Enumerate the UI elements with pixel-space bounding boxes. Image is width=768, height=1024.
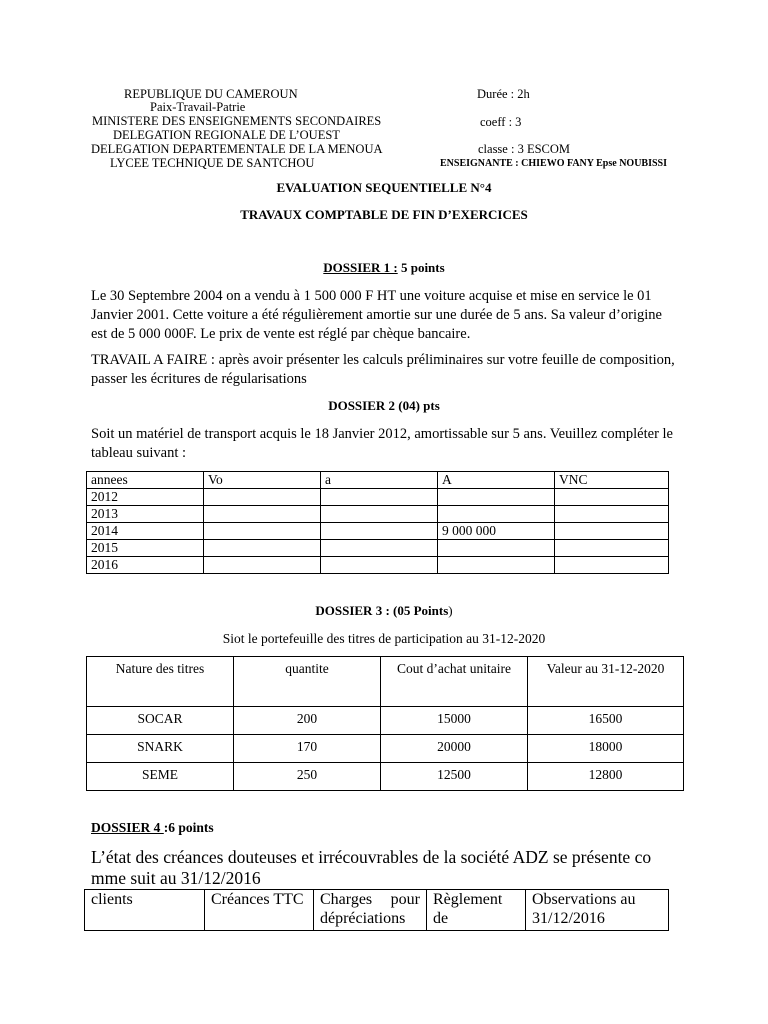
table-cell [204, 506, 321, 523]
table-cell: 250 [234, 763, 381, 791]
portfolio-table [86, 656, 684, 791]
table-header-cell: Valeur au 31-12-2020 [528, 657, 684, 707]
table-cell [438, 557, 555, 574]
table-cell [438, 506, 555, 523]
dossier2-text: Soit un matériel de transport acquis le 18 Janvier 2012, amortissable sur 5 ans. Veuillez compléter le tableau suivant : [91, 426, 673, 461]
table-cell [204, 557, 321, 574]
amortization-table [86, 471, 669, 574]
table-cell [555, 540, 669, 557]
table-header-row [87, 472, 669, 489]
header-country: REPUBLIQUE DU CAMEROUN [124, 87, 298, 101]
table-header-cell: quantite [234, 657, 381, 707]
header-motto: Paix-Travail-Patrie [150, 100, 246, 114]
table-row [87, 523, 669, 540]
table-cell: 2012 [87, 489, 204, 506]
table-cell [555, 523, 669, 540]
table-header-cell: Cout d’achat unitaire [381, 657, 528, 707]
dossier1-points: 5 points [397, 260, 445, 275]
table-header-row [87, 657, 684, 707]
table-header-cell: A [438, 472, 555, 489]
table-header-cell: annees [87, 472, 204, 489]
table-cell: 20000 [381, 735, 528, 763]
header-regional-delegation: DELEGATION REGIONALE DE L’OUEST [113, 128, 340, 142]
dossier3-title-close: ) [448, 603, 453, 618]
dossier4-text: L’état des créances douteuses et irrécouvrables de la société ADZ se présente co mme suit au 31/12/2016 [91, 847, 652, 888]
table-row [87, 506, 669, 523]
dossier1-label: DOSSIER 1 : [323, 260, 398, 275]
header-school: LYCEE TECHNIQUE DE SANTCHOU [110, 156, 315, 170]
dossier1-task: TRAVAIL A FAIRE : après avoir présenter les calculs préliminaires sur votre feuille de composition, passer les écritures de régularisations [91, 352, 675, 387]
evaluation-title: EVALUATION SEQUENTIELLE N°4 [276, 180, 492, 195]
table-header-cell: Observations au 31/12/2016 [526, 890, 669, 931]
table-cell: 2013 [87, 506, 204, 523]
table-cell: 15000 [381, 707, 528, 735]
table-cell: 2014 [87, 523, 204, 540]
header-departmental-delegation: DELEGATION DEPARTEMENTALE DE LA MENOUA [91, 142, 383, 156]
dossier1-text: Le 30 Septembre 2004 on a vendu à 1 500 000 F HT une voiture acquise et mise en service le 01 Janvier 2001. Cette voiture a été régulièrement amortie sur une durée de 5 ans. Sa valeur d’origine est de 5 000 000F. Le prix de vente est réglé par chèque bancaire. [91, 288, 662, 342]
table-row [87, 489, 669, 506]
table-cell [321, 506, 438, 523]
dossier4-points: :6 points [163, 820, 214, 835]
table-cell: 170 [234, 735, 381, 763]
table-row [87, 540, 669, 557]
table-cell: 2015 [87, 540, 204, 557]
header-ministry: MINISTERE DES ENSEIGNEMENTS SECONDAIRES [92, 114, 382, 128]
table-cell [321, 557, 438, 574]
table-cell: 12500 [381, 763, 528, 791]
table-cell [204, 489, 321, 506]
table-cell [321, 540, 438, 557]
table-cell [438, 489, 555, 506]
table-header-cell: clients [85, 890, 205, 931]
table-header-cell: VNC [555, 472, 669, 489]
table-cell [204, 540, 321, 557]
receivables-table [84, 889, 669, 931]
table-header-row [85, 890, 669, 931]
table-cell: 9 000 000 [438, 523, 555, 540]
header-teacher: ENSEIGNANTE : CHIEWO FANY Epse NOUBISSI [440, 158, 667, 169]
table-cell: 200 [234, 707, 381, 735]
dossier4-label: DOSSIER 4 [91, 820, 164, 835]
table-row [87, 763, 684, 791]
table-row [87, 557, 669, 574]
table-cell [321, 523, 438, 540]
subject-title: TRAVAUX COMPTABLE DE FIN D’EXERCICES [240, 207, 528, 222]
header-coefficient: coeff : 3 [480, 115, 522, 129]
table-header-cell: Règlement de [427, 890, 526, 931]
dossier3-title [0, 603, 768, 619]
table-cell: 2016 [87, 557, 204, 574]
table-header-cell: Créances TTC [205, 890, 314, 931]
dossier4-title [91, 820, 214, 836]
table-cell [321, 489, 438, 506]
table-cell [555, 557, 669, 574]
table-header-cell: Nature des titres [87, 657, 234, 707]
table-cell: SNARK [87, 735, 234, 763]
table-header-cell: Charges pour dépréciations [314, 890, 427, 931]
table-row [87, 707, 684, 735]
table-cell: SEME [87, 763, 234, 791]
dossier3-text: Siot le portefeuille des titres de participation au 31-12-2020 [222, 631, 546, 646]
dossier3-title-text: DOSSIER 3 : (05 Points [315, 603, 449, 618]
header-duration: Durée : 2h [477, 87, 530, 101]
table-header-cell: Vo [204, 472, 321, 489]
table-cell [438, 540, 555, 557]
table-cell [204, 523, 321, 540]
dossier2-title: DOSSIER 2 (04) pts [328, 398, 440, 413]
table-cell [555, 506, 669, 523]
header-class: classe : 3 ESCOM [478, 142, 571, 156]
table-header-cell: a [321, 472, 438, 489]
table-row [87, 735, 684, 763]
table-cell: 16500 [528, 707, 684, 735]
table-cell [555, 489, 669, 506]
table-cell: 12800 [528, 763, 684, 791]
table-cell: 18000 [528, 735, 684, 763]
table-cell: SOCAR [87, 707, 234, 735]
dossier1-title [0, 260, 768, 276]
